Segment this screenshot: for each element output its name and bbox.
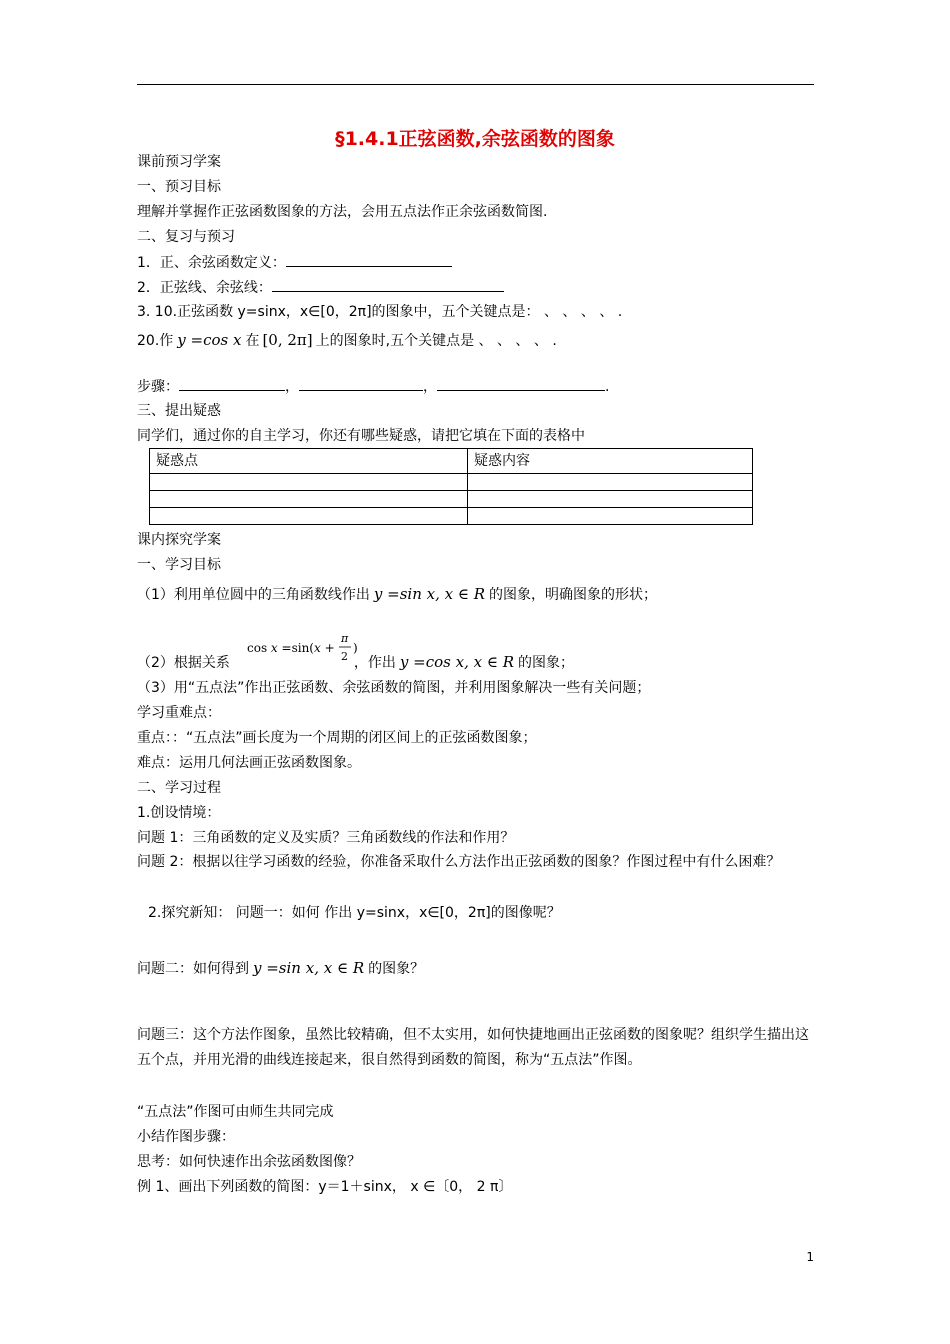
five-point-note: “五点法”作图可由师生共同完成 [137,1104,334,1120]
question-2 [137,277,504,298]
svg-text:cos x =sin(x +: cos x =sin(x + [247,641,335,655]
pre-section-3: 三、提出疑惑 [137,403,221,419]
table-cell[interactable] [468,508,753,525]
answer-blank[interactable] [286,252,452,267]
question-1-text: 1．正、余弦函数定义： [137,255,286,271]
key-point: 重点：：“五点法”画长度为一个周期的闭区间上的正弦函数图象； [137,730,537,746]
formula-cos-sin [245,630,365,673]
table-cell[interactable] [468,474,753,491]
table-header-content: 疑惑内容 [468,449,753,474]
table-header-point: 疑惑点 [150,449,468,474]
table-cell[interactable] [468,491,753,508]
inclass-section-2: 二、学习过程 [137,780,221,796]
math-y-sin-x: y =sin x, x ∈ R [373,585,486,603]
goal-2-suffix: 的图象； [518,655,575,671]
question-4-suffix: 上的图象时,五个关键点是 、 、 、 、 . [315,333,557,349]
steps-label: 步骤： [137,379,179,395]
steps-comma: ， [423,379,437,395]
pre-section-1: 一、预习目标 [137,179,221,195]
question-two-prefix: 问题二：如何得到 [137,961,249,977]
question-3: 3. 10.正弦函数 y=sinx，x∈[0，2π]的图象中，五个关键点是： 、 、 、 、 . [137,304,623,320]
think-question: 思考：如何快速作出余弦函数图像？ [137,1154,361,1170]
table-cell[interactable] [150,508,468,525]
question-three: 问题三：这个方法作图象，虽然比较精确，但不太实用，如何快捷地画出正弦函数的图象呢？组织学生描出这五个点，并用光滑的曲线连接起来，很自然得到函数的简图，称为“五点法”作图。 [137,1027,809,1068]
question-two [137,958,424,979]
table-row [150,508,753,525]
goal-1-prefix: （1）利用单位圆中的三角函数线作出 [137,587,370,603]
table-row [150,474,753,491]
page-number: 1 [806,1250,814,1264]
goal-2-mid: ，作出 [353,655,396,671]
steps-line [137,376,609,397]
question-two-suffix: 的图象？ [368,961,425,977]
inclass-heading: 课内探究学案 [137,532,221,548]
formula-cos-sin-svg [245,630,365,670]
math-y-cos-x: y =cos x [177,331,242,349]
steps-comma: ， [285,379,299,395]
process-question-1: 问题 1：三角函数的定义及实质？三角函数线的作法和作用？ [137,830,515,846]
answer-blank[interactable] [272,277,504,292]
page-title: §1.4.1正弦函数,余弦函数的图象 [335,128,615,150]
table-row [150,491,753,508]
difficulty: 难点：运用几何法画正弦函数图象。 [137,755,361,771]
summary-steps: 小结作图步骤： [137,1129,235,1145]
svg-text:π: π [341,632,349,645]
question-4 [137,330,557,351]
pre-section-2: 二、复习与预习 [137,229,235,245]
key-label: 学习重难点： [137,705,221,721]
question-1 [137,252,452,273]
goal-1 [137,584,657,605]
svg-text:): ) [353,641,358,655]
table-cell[interactable] [150,474,468,491]
example-1: 例 1、画出下列函数的简图：y＝1＋sinx， x ∈〔0， 2 π〕 [137,1179,513,1195]
header-rule [137,84,814,85]
answer-blank[interactable] [299,376,423,391]
math-interval: [0, 2π] [262,331,313,349]
steps-period: . [605,379,610,395]
inclass-section-1: 一、学习目标 [137,557,221,573]
pre-section-3-text: 同学们，通过你的自主学习，你还有哪些疑惑，请把它填在下面的表格中 [137,428,585,444]
question-4-mid: 在 [245,333,260,349]
pre-heading: 课前预习学案 [137,154,221,170]
answer-blank[interactable] [437,376,605,391]
process-2: 2.探究新知： 问题一：如何 作出 y=sinx，x∈[0，2π]的图像呢？ [148,905,561,921]
answer-blank[interactable] [179,376,285,391]
math-y-sin-x-r: y =sin x, x ∈ R [253,959,365,977]
goal-2-prefix: （2）根据关系 [137,655,230,671]
table-cell[interactable] [150,491,468,508]
goal-3: （3）用“五点法”作出正弦函数、余弦函数的简图，并利用图象解决一些有关问题； [137,680,651,696]
math-y-cos-x-r: y =cos x, x ∈ R [399,653,515,671]
question-2-text: 2．正弦线、余弦线： [137,280,272,296]
process-1: 1.创设情境： [137,805,221,821]
process-question-2: 问题 2：根据以往学习函数的经验，你准备采取什么方法作出正弦函数的图象？作图过程中有什么困难？ [137,854,781,870]
question-4-prefix: 20.作 [137,333,174,349]
questions-table [149,448,753,525]
pre-goal-text: 理解并掌握作正弦函数图象的方法，会用五点法作正余弦函数简图. [137,204,548,220]
goal-1-suffix: 的图象，明确图象的形状； [489,587,658,603]
svg-text:2: 2 [341,650,348,663]
